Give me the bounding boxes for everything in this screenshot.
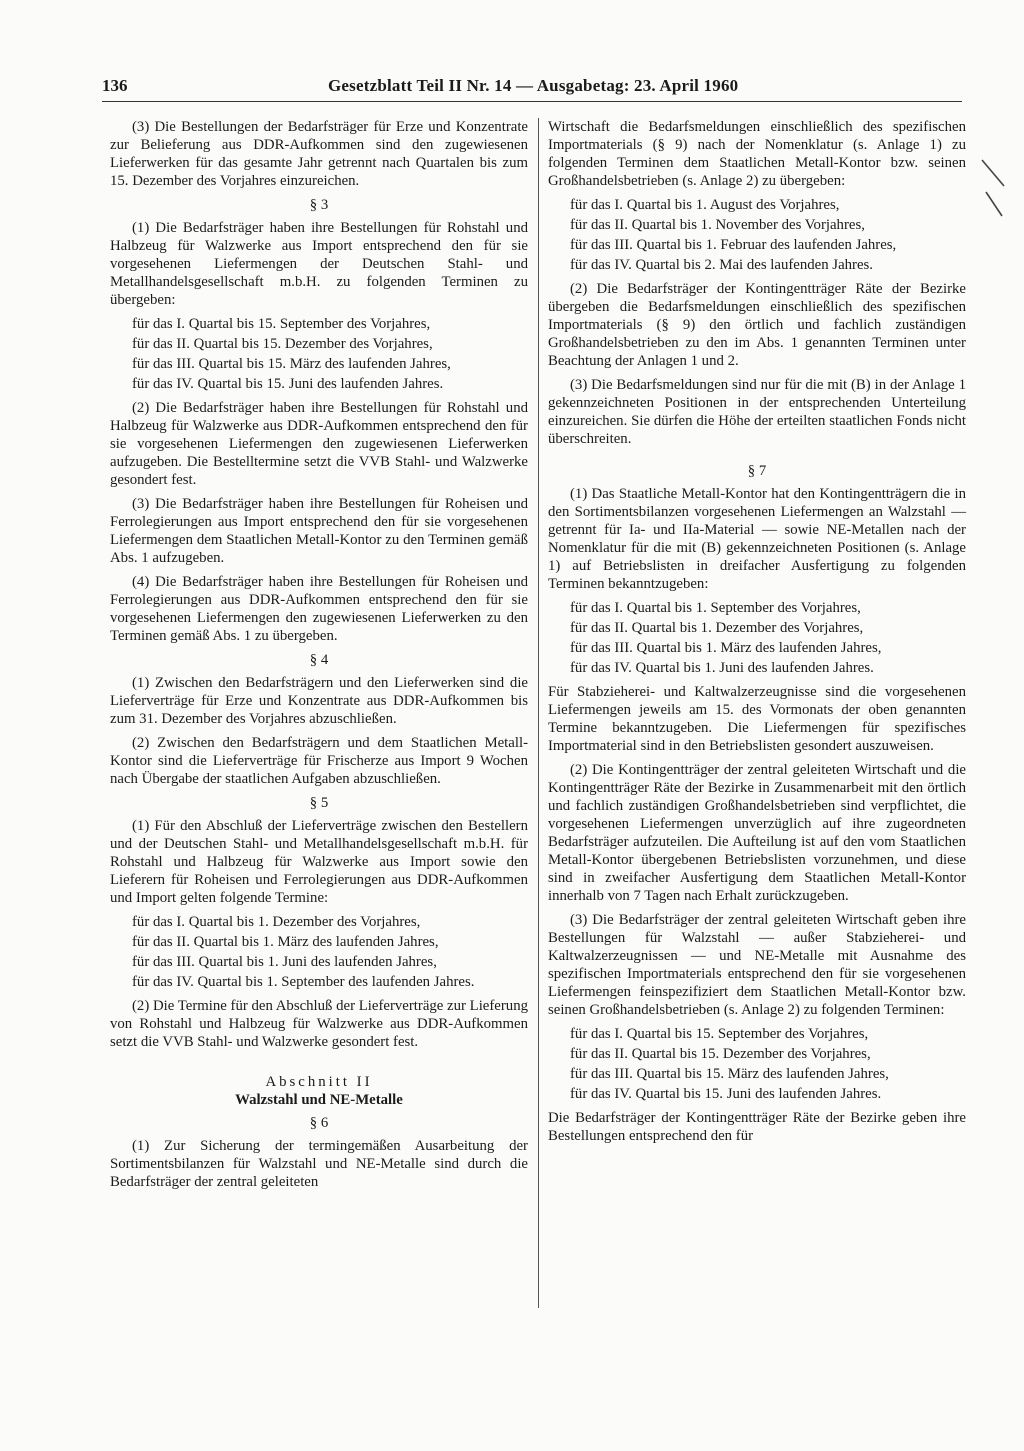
paragraph: Wirtschaft die Bedarfsmeldungen einschließlich des spezifischen Importmaterials (§ 9) nach der Nomenklatur (s. Anlage 1) zu folgenden Terminen dem Staatlichen Metall-Kontor bzw. seinen Großhandelsbetrieben (s. Anlage 2) zu übergeben: (548, 119, 966, 189)
section-heading: § 4 (309, 652, 329, 668)
list-item: für das III. Quartal bis 1. März des laufenden Jahres, (570, 640, 882, 656)
list-item: für das II. Quartal bis 1. Dezember des Vorjahres, (570, 620, 864, 636)
header-rule (102, 101, 962, 102)
list-item: für das II. Quartal bis 15. Dezember des Vorjahres, (570, 1046, 871, 1062)
paragraph: (3) Die Bedarfsträger der zentral geleiteten Wirtschaft geben ihre Bestellungen für Walzstahl — außer Stabzieherei- und Kaltwalzerzeugnissen — und NE-Metalle mit Ausnahme des spezifischen Importmaterials entsprechend den für sie vorgesehenen Liefermengen feinspezifiziert dem Staatlichen Metall-Kontor bzw. seinen Großhandelsbetrieben (s. Anlage 2) zu folgenden Terminen: (548, 912, 966, 1018)
list-item: für das IV. Quartal bis 1. Juni des laufenden Jahres. (570, 660, 874, 676)
page-header-title: Gesetzblatt Teil II Nr. 14 — Ausgabetag: 23. April 1960 (328, 76, 739, 95)
paragraph: (3) Die Bedarfsträger haben ihre Bestellungen für Roheisen und Ferrolegierungen aus Import entsprechend den für sie vorgesehenen Liefermengen dem Staatlichen Metall-Kontor zu den Terminen gemäß Abs. 1 aufzugeben. (110, 496, 528, 566)
list-item: für das I. Quartal bis 1. September des Vorjahres, (570, 600, 861, 616)
section-heading: § 3 (309, 197, 329, 213)
paragraph: (2) Zwischen den Bedarfsträgern und dem Staatlichen Metall-Kontor sind die Lieferverträge für Frischerze aus Import 9 Wochen nach Übergabe der staatlichen Aufgaben abzuschließen. (110, 735, 528, 787)
paragraph: (2) Die Kontingentträger der zentral geleiteten Wirtschaft und die Kontingentträger Räte der Bezirke in Zusammenarbeit mit den örtlich und fachlich zuständigen Großhandelsbetrieben sind verpflichtet, die vorgesehenen Liefermengen unverzüglich auf ihre zugeordneten Bedarfsträger aufzuteilen. Die Aufteilung ist auf den vom Staatlichen Metall-Kontor übergebenen Betriebslisten vorzunehmen, und diese sind in zweifacher Ausfertigung dem Staatlichen Metall-Kontor innerhalb von 7 Tagen nach Erhalt zurückzugeben. (548, 762, 966, 904)
paragraph: (1) Zwischen den Bedarfsträgern und den Lieferwerken sind die Lieferverträge für Erze und Konzentrate aus DDR-Aufkommen bis zum 31. Dezember des Vorjahres abzuschließen. (110, 675, 528, 727)
paragraph: (2) Die Bedarfsträger haben ihre Bestellungen für Rohstahl und Halbzeug für Walzwerke aus DDR-Aufkommen entsprechend den für sie vorgesehenen Liefermengen den zugewiesenen Lieferwerken aufzugeben. Die Bestelltermine setzt die VVB Stahl- und Walzwerke gesondert fest. (110, 400, 528, 488)
paragraph: Für Stabzieherei- und Kaltwalzerzeugnisse sind die vorgesehenen Liefermengen jeweils am 15. des Vormonats der oben genannten Termine bekanntzugeben. Die Liefermengen für spezifisches Importmaterial sind in den Betriebslisten gesondert auszuweisen. (548, 684, 966, 754)
deadline-list (548, 599, 966, 677)
deadline-list (548, 1025, 966, 1103)
paragraph: (1) Die Bedarfsträger haben ihre Bestellungen für Rohstahl und Halbzeug für Walzwerke aus Import entsprechend den für sie vorgesehenen Liefermengen der Deutschen Stahl- und Metallhandelsgesellschaft m.b.H. zu folgenden Terminen zu übergeben: (110, 220, 528, 308)
paragraph: (1) Zur Sicherung der termingemäßen Ausarbeitung der Sortimentsbilanzen für Walzstahl und NE-Metalle sind durch die Bedarfsträger der zentral geleiteten (110, 1138, 528, 1190)
page-number: 136 (102, 76, 128, 95)
paragraph: (3) Die Bestellungen der Bedarfsträger für Erze und Konzentrate zur Belieferung aus DDR-Aufkommen sind den zugewiesenen Lieferwerken für das gesamte Jahr getrennt nach Quartalen bis zum 15. Dezember des Vorjahres einzureichen. (110, 119, 528, 189)
paragraph: (1) Das Staatliche Metall-Kontor hat den Kontingentträgern die in den Sortimentsbilanzen vorgesehenen Liefermengen an Walzstahl — getrennt für Ia- und IIa-Material — sowie NE-Metallen nach der Nomenklatur für die mit (B) gekennzeichneten Positionen (s. Anlage 1) auf Betriebslisten in dreifacher Ausfertigung zu folgenden Terminen bekanntzugeben: (548, 486, 966, 592)
paragraph: (2) Die Bedarfsträger der Kontingentträger Räte der Bezirke übergeben die Bedarfsmeldungen einschließlich des spezifischen Importmaterials (§ 9) den örtlich und fachlich zuständigen Großhandelsbetrieben zu den im Abs. 1 genannten Terminen unter Beachtung der Anlagen 1 und 2. (548, 281, 966, 369)
paragraph: (1) Für den Abschluß der Lieferverträge zwischen den Bestellern und der Deutschen Stahl- und Metallhandelsgesellschaft m.b.H. für Rohstahl und Halbzeug für Walzwerke aus Import sowie den Lieferern für Roheisen und Ferrolegierungen aus DDR-Aufkommen und Import gelten folgende Termine: (110, 818, 528, 906)
list-item: für das I. Quartal bis 15. September des Vorjahres, (132, 316, 431, 332)
paragraph: (3) Die Bedarfsmeldungen sind nur für die mit (B) in der Anlage 1 gekennzeichneten Positionen in der entsprechenden Unterteilung einzureichen. Sie dürfen die Höhe der erteilten staatlichen Fonds nicht überschreiten. (548, 377, 966, 447)
list-item: für das IV. Quartal bis 2. Mai des laufenden Jahres. (570, 257, 873, 273)
section-heading: § 6 (309, 1115, 329, 1131)
list-item: für das III. Quartal bis 1. Februar des laufenden Jahres, (570, 237, 897, 253)
left-column (110, 118, 528, 1197)
list-item: für das IV. Quartal bis 15. Juni des laufenden Jahres. (132, 376, 444, 392)
list-item: für das I. Quartal bis 15. September des Vorjahres, (570, 1026, 869, 1042)
pen-mark (982, 160, 1004, 186)
paragraph: (2) Die Termine für den Abschluß der Lieferverträge zur Lieferung von Rohstahl und Halbzeug für Walzwerke aus DDR-Aufkommen setzt die VVB Stahl- und Walzwerke gesondert fest. (110, 998, 528, 1050)
deadline-list (110, 315, 528, 393)
list-item: für das I. Quartal bis 1. Dezember des Vorjahres, (132, 914, 421, 930)
list-item: für das II. Quartal bis 1. März des laufenden Jahres, (132, 934, 439, 950)
deadline-list (110, 913, 528, 991)
chapter-heading: Abschnitt II (265, 1074, 373, 1090)
column-divider (538, 118, 539, 1308)
list-item: für das II. Quartal bis 15. Dezember des Vorjahres, (132, 336, 433, 352)
chapter-title: Walzstahl und NE-Metalle (235, 1092, 403, 1108)
paragraph: (4) Die Bedarfsträger haben ihre Bestellungen für Roheisen und Ferrolegierungen aus DDR-Aufkommen entsprechend den für sie vorgesehenen Liefermengen den zugewiesenen Lieferwerken zu den Terminen gemäß Abs. 1 zu übergeben. (110, 574, 528, 644)
list-item: für das IV. Quartal bis 1. September des laufenden Jahres. (132, 974, 475, 990)
section-heading: § 7 (747, 463, 767, 479)
list-item: für das III. Quartal bis 15. März des laufenden Jahres, (132, 356, 451, 372)
list-item: für das I. Quartal bis 1. August des Vorjahres, (570, 197, 840, 213)
list-item: für das III. Quartal bis 15. März des laufenden Jahres, (570, 1066, 889, 1082)
deadline-list (548, 196, 966, 274)
margin-marks (978, 150, 1018, 400)
pen-mark (986, 192, 1002, 216)
list-item: für das III. Quartal bis 1. Juni des laufenden Jahres, (132, 954, 437, 970)
right-column (548, 118, 966, 1151)
list-item: für das II. Quartal bis 1. November des Vorjahres, (570, 217, 865, 233)
section-heading: § 5 (309, 795, 329, 811)
list-item: für das IV. Quartal bis 15. Juni des laufenden Jahres. (570, 1086, 882, 1102)
paragraph: Die Bedarfsträger der Kontingentträger Räte der Bezirke geben ihre Bestellungen entsprechend den für (548, 1110, 966, 1144)
